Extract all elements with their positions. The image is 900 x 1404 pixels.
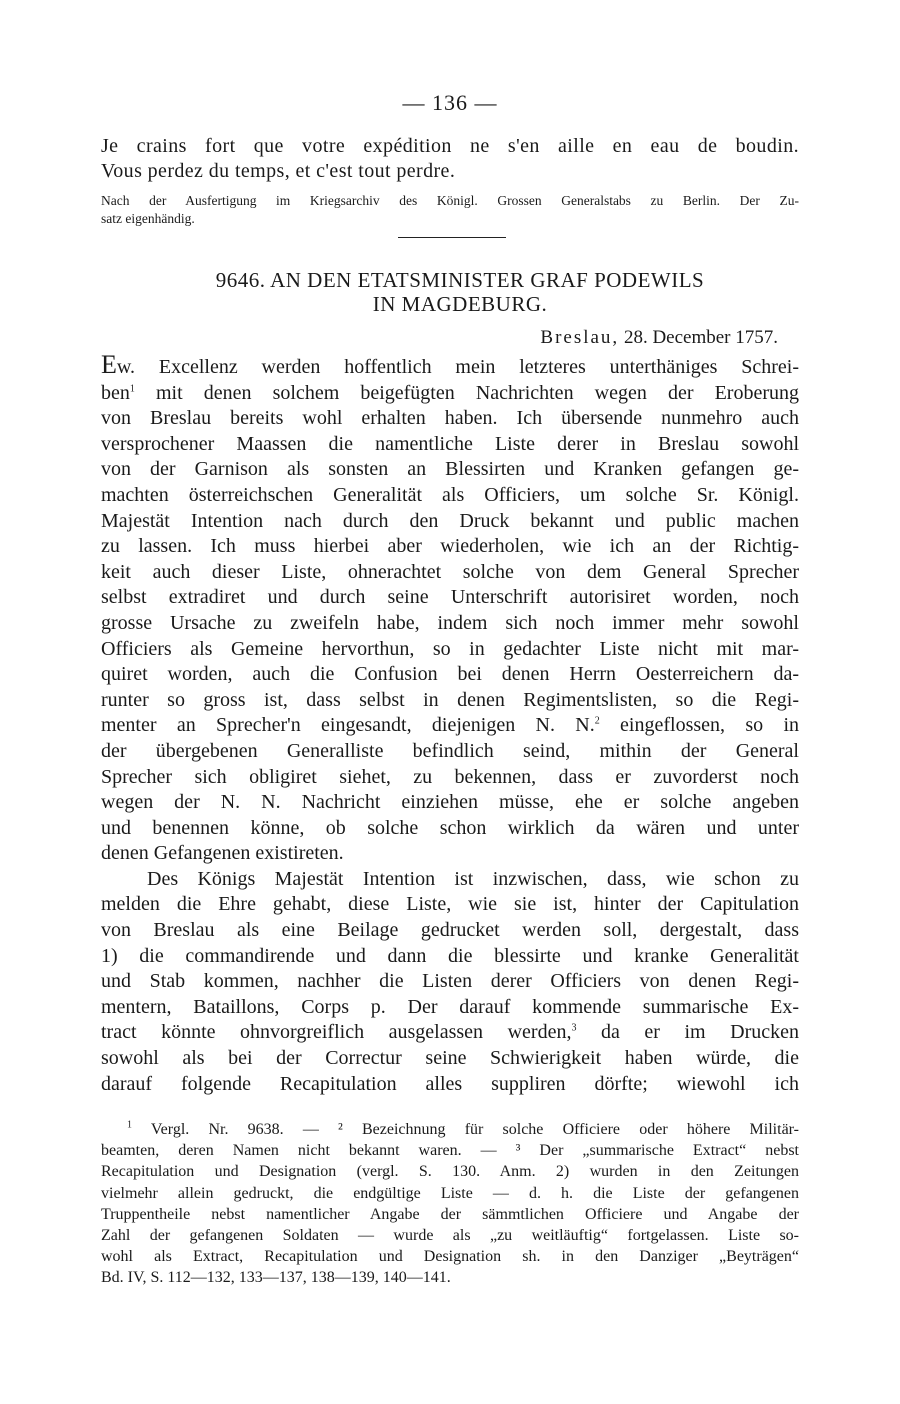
footnote-line: Truppentheile nebst namentlicher Angabe der sämmtlichen Officiere und Angabe der — [101, 1205, 799, 1223]
footnote-line: Bd. IV, S. 112—132, 133—137, 138—139, 140—141. — [101, 1269, 451, 1287]
text-line: Des Königs Majestät Intention ist inzwischen, dass, wie schon zu — [147, 867, 799, 890]
text-line: Ew. Excellenz werden hoffentlich mein letzteres unterthäniges Schrei- — [101, 350, 799, 379]
date-place: Breslau, — [540, 327, 620, 348]
footnote-marker: 2 — [594, 715, 600, 727]
text-line: mentern, Bataillons, Corps p. Der darauf kommende summarische Ex- — [101, 995, 799, 1018]
footnote-line: beamten, deren Namen nicht bekannt waren. — ³ Der „summarische Extract“ nebst — [101, 1142, 799, 1160]
text-line: wegen der N. N. Nachricht einziehen müsse, ehe er solche angeben — [101, 791, 799, 814]
footnote-line: Recapitulation und Designation (vergl. S. 130. Anm. 2) wurden in den Zeitungen — [101, 1163, 799, 1181]
text-line: und benennen könne, ob solche schon wirklich da wären und unter — [101, 816, 799, 839]
footnote-line: $^1$ Vergl. Nr. 9638. — ² Bezeichnung für solche Officiere oder höhere Militär- — [127, 1119, 799, 1138]
text-line: Officiers als Gemeine hervorthun, so in gedachter Liste nicht mit mar- — [101, 637, 799, 660]
text-line: sowohl als bei der Correctur seine Schwierigkeit haben würde, die — [101, 1047, 799, 1070]
french-postscript — [101, 134, 799, 184]
text-line: von Breslau als eine Beilage gedrucket werden soll, dergestalt, dass — [101, 919, 799, 942]
text-line: Je crains fort que votre expédition ne s'en aille en eau de boudin. — [101, 135, 799, 157]
footnote-line: vielmehr allein gedruckt, die endgültige Liste — d. h. die Liste der gefangenen — [101, 1184, 799, 1202]
letter-body — [101, 352, 799, 1097]
source-note-line: Nach der Ausfertigung im Kriegsarchiv des Königl. Grossen Generalstabs zu Berlin. Der Zu- — [101, 193, 799, 208]
letter-date — [540, 326, 778, 350]
source-note-line: satz eigenhändig. — [101, 211, 195, 226]
date-text: 28. December 1757. — [623, 327, 778, 348]
text-line: melden die Ehre gehabt, diese Liste, wie sie ist, hinter der Capitulation — [101, 893, 799, 916]
footnotes — [101, 1119, 799, 1289]
footnote-marker: 3 — [571, 1022, 577, 1034]
text-line: von Breslau bereits wohl erhalten haben. Ich übersende nunmehro auch — [101, 407, 799, 430]
footnote-line: Zahl der gefangenen Soldaten — wurde als „zu weitläuftig“ fortgelassen. Liste so- — [101, 1227, 799, 1245]
text-line: grosse Ursache zu zweifeln habe, indem sich noch immer mehr sowohl — [101, 611, 799, 634]
text-line: versprochener Maassen die namentliche Liste derer in Breslau sowohl — [101, 432, 799, 455]
text-line: ben$^1$ mit denen solchem beigefügten Nachrichten wegen der Eroberung — [101, 381, 799, 404]
initial-letter: E — [101, 350, 117, 379]
source-note — [101, 192, 799, 228]
text-line: denen Gefangenen existireten. — [101, 842, 344, 865]
text-line: Vous perdez du temps, et c'est tout perdre. — [101, 160, 456, 182]
text-line: Majestät Intention nach durch den Druck bekannt und public machen — [101, 509, 799, 532]
letter-heading-line: 9646. AN DEN ETATSMINISTER GRAF PODEWILS — [215, 268, 705, 292]
text-line: der übergebenen Generalliste befindlich seind, mithin der General — [101, 739, 799, 762]
text-line: selbst extradiret und durch seine Unterschrift autorisiret worden, noch — [101, 586, 799, 609]
letter-heading-line: IN MAGDEBURG. — [372, 292, 548, 316]
footnote-marker: 1 — [129, 382, 135, 394]
text-line: runter so gross ist, dass selbst in denen Regimentslisten, so die Regi- — [101, 688, 799, 711]
text-line: tract könnte ohnvorgreiflich ausgelassen werden,$^3$ da er im Drucken — [101, 1021, 800, 1044]
text-line: von der Garnison als sonsten an Blessirten und Kranken gefangen ge- — [101, 458, 799, 481]
text-line: machten österreichschen Generalität als Officiers, um solche Sr. Königl. — [101, 483, 799, 506]
text-line: darauf folgende Recapitulation alles suppliren dörfte; wiewohl ich — [101, 1072, 799, 1095]
section-divider — [398, 237, 506, 238]
footnote-marker: 1 — [127, 1119, 132, 1131]
text-line: 1) die commandirende und dann die blessirte und kranke Generalität — [101, 944, 799, 967]
text-line: menter an Sprecher'n eingesandt, diejenigen N. N.$^2$ eingeflossen, so in — [101, 714, 800, 737]
text-line: Sprecher sich obligiret siehet, zu bekennen, dass er zuvorderst noch — [101, 765, 799, 788]
footnote-line: wohl als Extract, Recapitulation und Designation sh. in den Danziger „Beyträgen“ — [101, 1248, 799, 1266]
text-line: quiret worden, auch die Confusion bei denen Herrn Oesterreichern da- — [101, 663, 799, 686]
text-line: und Stab kommen, nachher die Listen derer Officiers von denen Regi- — [101, 970, 799, 993]
letter-heading — [140, 268, 780, 316]
text-line: keit auch dieser Liste, ohnerachtet solche von dem General Sprecher — [101, 560, 799, 583]
text-line: zu lassen. Ich muss hierbei aber wiederholen, wie ich an der Richtig- — [101, 535, 799, 558]
page-number: — 136 — — [402, 90, 498, 115]
